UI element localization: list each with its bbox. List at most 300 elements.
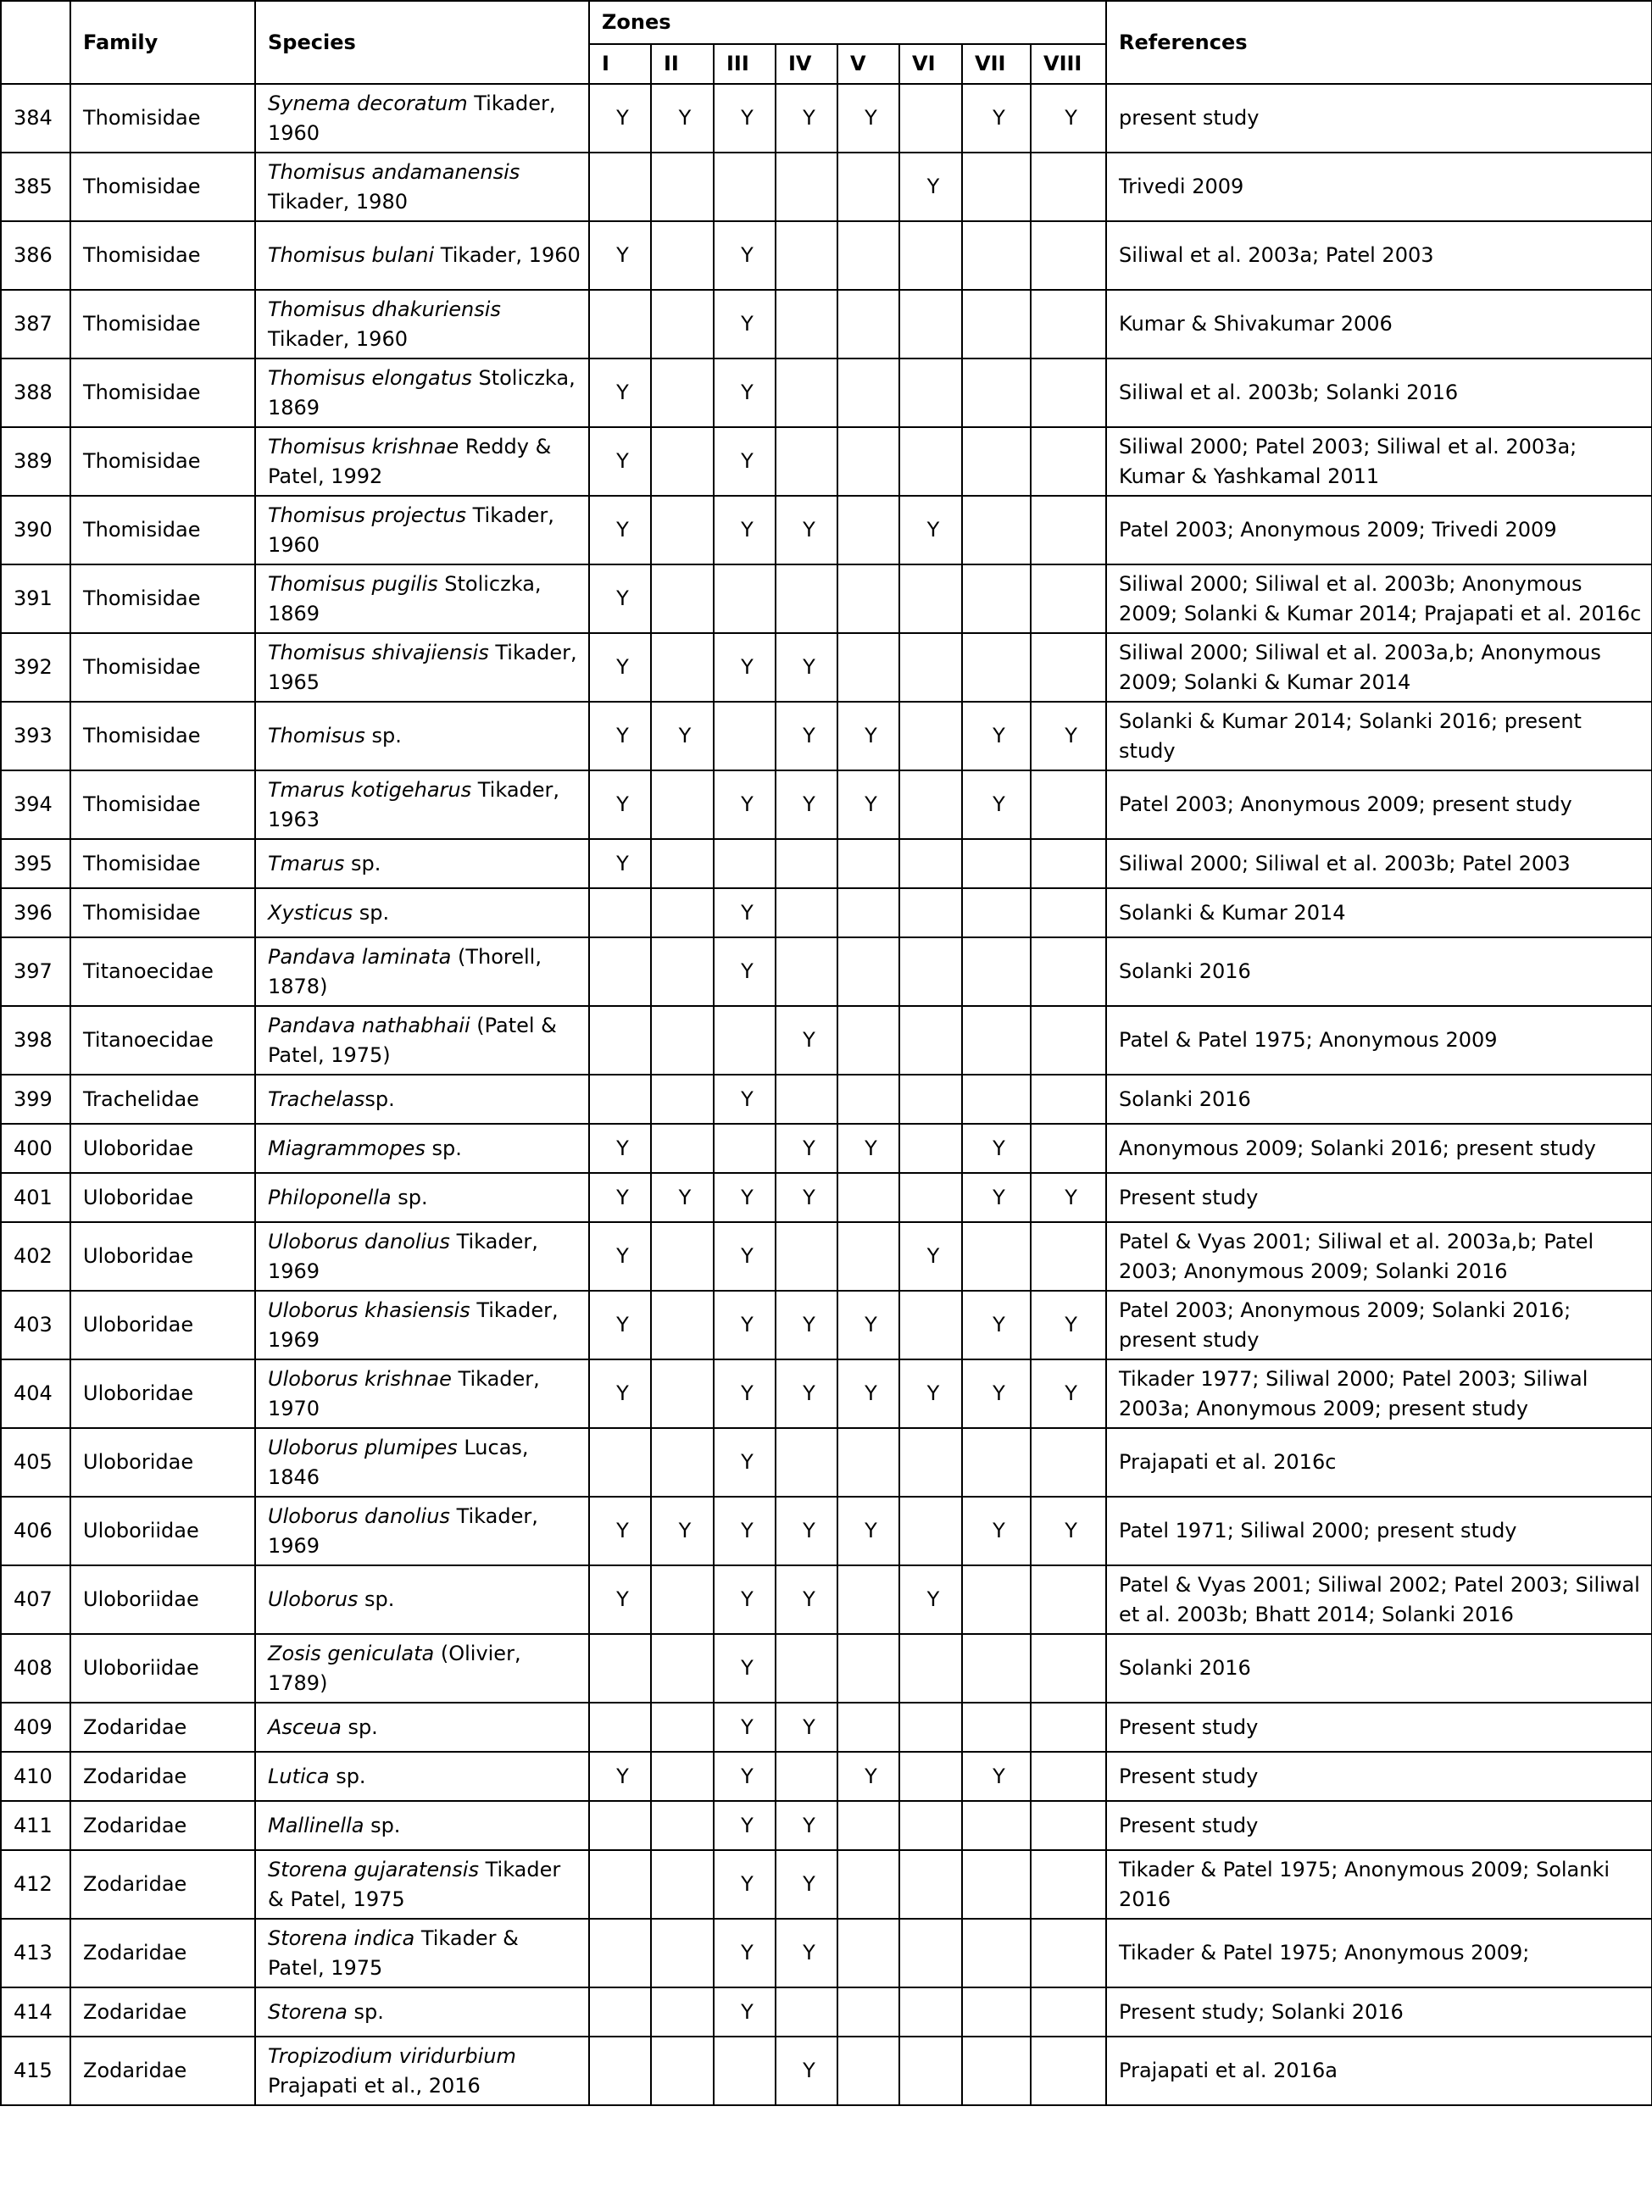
family-cell: Thomisidae — [70, 358, 255, 427]
species-name: Thomisus bulani — [268, 243, 435, 267]
zone-cell — [776, 888, 837, 937]
zone-cell — [1031, 290, 1106, 358]
species-name: Uloborus — [268, 1587, 359, 1611]
row-number: 397 — [1, 937, 70, 1006]
zone-cell: Y — [714, 937, 776, 1006]
zone-cell — [962, 221, 1031, 290]
species-cell — [255, 1359, 589, 1428]
zone-cell: Y — [1031, 1173, 1106, 1222]
zone-cell: Y — [776, 1565, 837, 1634]
zone-cell — [962, 358, 1031, 427]
zone-cell — [837, 221, 899, 290]
zone-cell: Y — [776, 1124, 837, 1173]
table-row — [1, 221, 1652, 290]
family-cell: Thomisidae — [70, 221, 255, 290]
table-row — [1, 1173, 1652, 1222]
family-cell: Thomisidae — [70, 839, 255, 888]
zone-cell — [837, 427, 899, 496]
zone-cell: Y — [651, 1173, 714, 1222]
species-name: Storena gujaratensis — [268, 1857, 479, 1881]
zone-cell — [589, 1801, 651, 1850]
zone-cell — [837, 564, 899, 633]
references-cell: Siliwal 2000; Patel 2003; Siliwal et al. 2003a; Kumar & Yashkamal 2011 — [1106, 427, 1652, 496]
zone-cell — [837, 633, 899, 702]
zone-cell: Y — [776, 770, 837, 839]
zone-cell — [899, 1291, 962, 1359]
species-cell — [255, 1703, 589, 1752]
zone-cell — [899, 633, 962, 702]
zone-cell — [589, 1006, 651, 1075]
zone-cell: Y — [714, 1850, 776, 1919]
zone-cell: Y — [589, 1565, 651, 1634]
zone-cell — [837, 1919, 899, 1987]
zone-cell: Y — [837, 1497, 899, 1565]
zone-cell — [899, 1497, 962, 1565]
zone-cell — [1031, 1801, 1106, 1850]
zone-cell: Y — [837, 1124, 899, 1173]
zone-cell: Y — [714, 496, 776, 564]
species-column-header: Species — [255, 1, 589, 84]
zone-cell: Y — [714, 1222, 776, 1291]
zone-cell — [962, 427, 1031, 496]
zone-cell — [899, 358, 962, 427]
species-authority: Tikader, 1980 — [268, 189, 408, 214]
references-cell: Siliwal 2000; Siliwal et al. 2003a,b; Anonymous 2009; Solanki & Kumar 2014 — [1106, 633, 1652, 702]
species-authority: sp. — [364, 724, 402, 748]
zone-cell — [651, 1919, 714, 1987]
zone-cell — [962, 1634, 1031, 1703]
zone-cell: Y — [962, 1291, 1031, 1359]
species-cell — [255, 1497, 589, 1565]
species-cell — [255, 888, 589, 937]
zone-cell: Y — [776, 1359, 837, 1428]
species-cell — [255, 1565, 589, 1634]
zone-cell — [899, 1703, 962, 1752]
zone-cell — [899, 1752, 962, 1801]
species-name: Uloborus danolius — [268, 1229, 450, 1253]
zone-cell: Y — [962, 1124, 1031, 1173]
zone-cell: Y — [589, 496, 651, 564]
species-name: Miagrammopes — [268, 1136, 426, 1160]
table-row — [1, 1124, 1652, 1173]
table-row — [1, 1497, 1652, 1565]
row-number: 389 — [1, 427, 70, 496]
zone-cell: Y — [1031, 84, 1106, 153]
table-row — [1, 1428, 1652, 1497]
row-number: 407 — [1, 1565, 70, 1634]
zone-cell: Y — [837, 1291, 899, 1359]
family-cell: Thomisidae — [70, 702, 255, 770]
zone-cell — [589, 937, 651, 1006]
zone-cell: Y — [776, 1801, 837, 1850]
zone-cell — [1031, 564, 1106, 633]
row-number: 387 — [1, 290, 70, 358]
zone-cell — [651, 1359, 714, 1428]
zone-cell — [837, 1850, 899, 1919]
zone-cell — [589, 2037, 651, 2105]
references-cell: Patel 2003; Anonymous 2009; Trivedi 2009 — [1106, 496, 1652, 564]
zone-header-iv: IV — [776, 44, 837, 84]
table-row — [1, 153, 1652, 221]
zone-cell — [589, 1703, 651, 1752]
zone-cell: Y — [714, 1752, 776, 1801]
zone-cell — [651, 2037, 714, 2105]
species-name: Thomisus projectus — [268, 503, 466, 527]
zone-cell — [899, 839, 962, 888]
references-cell: Present study — [1106, 1801, 1652, 1850]
zone-cell: Y — [714, 221, 776, 290]
zone-cell — [837, 937, 899, 1006]
species-authority: sp. — [425, 1136, 462, 1160]
zone-cell — [899, 1124, 962, 1173]
references-cell: Patel & Vyas 2001; Siliwal et al. 2003a,b; Patel 2003; Anonymous 2009; Solanki 2016 — [1106, 1222, 1652, 1291]
family-cell: Zodaridae — [70, 1801, 255, 1850]
zone-cell — [776, 427, 837, 496]
species-authority: sp. — [353, 900, 390, 925]
table-row — [1, 1752, 1652, 1801]
zone-cell: Y — [1031, 1291, 1106, 1359]
table-row — [1, 1987, 1652, 2037]
references-cell: Siliwal et al. 2003b; Solanki 2016 — [1106, 358, 1652, 427]
zone-cell: Y — [837, 1359, 899, 1428]
table-row — [1, 2037, 1652, 2105]
zone-header-viii: VIII — [1031, 44, 1106, 84]
zone-cell — [1031, 1752, 1106, 1801]
zone-cell: Y — [714, 1173, 776, 1222]
zone-cell: Y — [899, 496, 962, 564]
zone-cell — [776, 1222, 837, 1291]
row-number: 390 — [1, 496, 70, 564]
zone-header-vii: VII — [962, 44, 1031, 84]
zone-cell: Y — [714, 1801, 776, 1850]
zone-cell — [776, 564, 837, 633]
species-authority: Tikader, 1969 — [268, 1298, 559, 1352]
species-name: Uloborus danolius — [268, 1503, 450, 1528]
family-cell: Uloboridae — [70, 1222, 255, 1291]
family-cell: Trachelidae — [70, 1075, 255, 1124]
zone-cell — [651, 1222, 714, 1291]
zone-cell — [962, 633, 1031, 702]
zone-cell: Y — [651, 84, 714, 153]
zone-cell: Y — [589, 839, 651, 888]
species-cell — [255, 221, 589, 290]
species-authority: sp. — [358, 1587, 395, 1611]
references-cell: Solanki 2016 — [1106, 1634, 1652, 1703]
species-authority: Prajapati et al., 2016 — [268, 2073, 481, 2098]
table-row — [1, 1801, 1652, 1850]
references-cell: Solanki 2016 — [1106, 1075, 1652, 1124]
zone-cell — [714, 839, 776, 888]
references-cell: Patel 1971; Siliwal 2000; present study — [1106, 1497, 1652, 1565]
zone-cell — [1031, 633, 1106, 702]
zone-cell: Y — [1031, 1359, 1106, 1428]
zone-cell — [962, 1987, 1031, 2037]
zone-cell — [899, 1634, 962, 1703]
references-cell: Solanki & Kumar 2014 — [1106, 888, 1652, 937]
zone-cell: Y — [651, 1497, 714, 1565]
zone-cell — [899, 1987, 962, 2037]
zone-cell — [1031, 1703, 1106, 1752]
species-authority: sp. — [364, 1813, 401, 1837]
row-number: 410 — [1, 1752, 70, 1801]
zone-cell — [1031, 221, 1106, 290]
row-number: 412 — [1, 1850, 70, 1919]
table-row — [1, 1850, 1652, 1919]
family-cell: Thomisidae — [70, 153, 255, 221]
zone-cell — [589, 1428, 651, 1497]
zone-cell — [899, 937, 962, 1006]
table-row — [1, 839, 1652, 888]
row-number: 409 — [1, 1703, 70, 1752]
zone-cell — [589, 1634, 651, 1703]
species-cell — [255, 2037, 589, 2105]
zone-cell — [776, 1428, 837, 1497]
row-number: 395 — [1, 839, 70, 888]
species-name: Uloborus khasiensis — [268, 1298, 470, 1322]
species-name: Pandava nathabhaii — [268, 1013, 470, 1037]
table-row — [1, 358, 1652, 427]
row-number: 414 — [1, 1987, 70, 2037]
zone-cell: Y — [776, 1919, 837, 1987]
zone-cell: Y — [837, 84, 899, 153]
family-cell: Uloboridae — [70, 1359, 255, 1428]
table-row — [1, 290, 1652, 358]
row-number: 401 — [1, 1173, 70, 1222]
table-body — [1, 84, 1652, 2105]
zone-cell: Y — [589, 427, 651, 496]
zone-cell: Y — [714, 1703, 776, 1752]
zone-cell — [837, 1428, 899, 1497]
species-cell — [255, 1075, 589, 1124]
species-name: Tmarus kotigeharus — [268, 777, 472, 802]
family-cell: Thomisidae — [70, 84, 255, 153]
references-cell: Present study — [1106, 1752, 1652, 1801]
family-cell: Zodaridae — [70, 1703, 255, 1752]
zone-cell: Y — [589, 1291, 651, 1359]
zone-cell — [651, 221, 714, 290]
family-cell: Uloboriidae — [70, 1565, 255, 1634]
species-name: Thomisus elongatus — [268, 365, 472, 390]
species-authority: Stoliczka, 1869 — [268, 571, 542, 625]
species-cell — [255, 1987, 589, 2037]
zone-cell — [899, 1006, 962, 1075]
zone-cell — [651, 1634, 714, 1703]
zone-cell — [962, 1801, 1031, 1850]
species-cell — [255, 290, 589, 358]
zone-cell — [714, 1006, 776, 1075]
zone-cell — [962, 290, 1031, 358]
row-number: 415 — [1, 2037, 70, 2105]
species-cell — [255, 1801, 589, 1850]
table-row — [1, 1919, 1652, 1987]
family-cell: Thomisidae — [70, 427, 255, 496]
zone-cell: Y — [776, 1006, 837, 1075]
family-cell: Thomisidae — [70, 633, 255, 702]
species-name: Thomisus pugilis — [268, 571, 438, 596]
zone-cell: Y — [776, 1173, 837, 1222]
family-cell: Thomisidae — [70, 888, 255, 937]
zone-cell — [837, 1006, 899, 1075]
zone-cell — [776, 1987, 837, 2037]
zone-cell: Y — [714, 770, 776, 839]
zone-cell: Y — [589, 84, 651, 153]
zone-cell — [1031, 1222, 1106, 1291]
zone-cell — [651, 1291, 714, 1359]
species-cell — [255, 1006, 589, 1075]
row-number: 404 — [1, 1359, 70, 1428]
zone-cell: Y — [962, 770, 1031, 839]
species-name: Storena indica — [268, 1926, 415, 1950]
zone-cell — [837, 1222, 899, 1291]
references-column-header: References — [1106, 1, 1652, 84]
species-authority: Tikader, 1965 — [268, 640, 577, 694]
family-cell: Thomisidae — [70, 770, 255, 839]
zone-cell — [651, 1703, 714, 1752]
species-name: Synema decoratum — [268, 91, 468, 115]
row-number: 405 — [1, 1428, 70, 1497]
zone-cell — [837, 290, 899, 358]
table-row — [1, 84, 1652, 153]
species-authority: (Olivier, 1789) — [268, 1641, 521, 1695]
zone-cell — [1031, 1634, 1106, 1703]
zone-cell — [1031, 358, 1106, 427]
row-number: 413 — [1, 1919, 70, 1987]
zone-cell — [837, 1703, 899, 1752]
species-name: Mallinella — [268, 1813, 364, 1837]
references-cell: Present study; Solanki 2016 — [1106, 1987, 1652, 2037]
species-name: Thomisus krishnae — [268, 434, 459, 459]
row-number: 400 — [1, 1124, 70, 1173]
zone-header-vi: VI — [899, 44, 962, 84]
references-cell: Solanki 2016 — [1106, 937, 1652, 1006]
zone-cell — [899, 1919, 962, 1987]
zone-cell — [1031, 1428, 1106, 1497]
zone-cell — [962, 1565, 1031, 1634]
species-authority: sp. — [364, 1087, 395, 1111]
zone-cell — [962, 1222, 1031, 1291]
zone-cell — [837, 1173, 899, 1222]
row-number: 385 — [1, 153, 70, 221]
zone-cell: Y — [714, 1634, 776, 1703]
species-name: Tropizodium viridurbium — [268, 2043, 516, 2068]
zone-cell: Y — [899, 1222, 962, 1291]
species-cell — [255, 770, 589, 839]
zone-cell — [837, 1075, 899, 1124]
zone-cell — [962, 888, 1031, 937]
zone-cell — [1031, 937, 1106, 1006]
zone-cell — [1031, 496, 1106, 564]
zone-cell — [651, 1075, 714, 1124]
references-cell: Patel & Vyas 2001; Siliwal 2002; Patel 2003; Siliwal et al. 2003b; Bhatt 2014; Solanki 2016 — [1106, 1565, 1652, 1634]
species-name: Uloborus krishnae — [268, 1366, 452, 1391]
table-row — [1, 1634, 1652, 1703]
zone-cell: Y — [837, 1752, 899, 1801]
zone-cell — [776, 221, 837, 290]
species-cell — [255, 1124, 589, 1173]
zone-cell — [962, 839, 1031, 888]
zone-cell: Y — [589, 1222, 651, 1291]
family-cell: Titanoecidae — [70, 937, 255, 1006]
zone-cell — [589, 1919, 651, 1987]
zone-cell: Y — [714, 1428, 776, 1497]
species-cell — [255, 1222, 589, 1291]
zone-cell — [651, 496, 714, 564]
zone-cell — [962, 1428, 1031, 1497]
row-number: 391 — [1, 564, 70, 633]
species-name: Thomisus dhakuriensis — [268, 297, 501, 321]
species-cell — [255, 1428, 589, 1497]
species-cell — [255, 153, 589, 221]
zone-cell: Y — [962, 1173, 1031, 1222]
species-cell — [255, 427, 589, 496]
zone-cell — [651, 153, 714, 221]
zone-cell: Y — [589, 1752, 651, 1801]
zone-cell — [899, 1801, 962, 1850]
zone-cell — [837, 153, 899, 221]
species-authority: sp. — [391, 1185, 428, 1209]
species-authority: Tikader, 1960 — [268, 503, 554, 557]
zone-cell — [962, 937, 1031, 1006]
species-authority: Tikader & Patel, 1975 — [268, 1926, 519, 1980]
references-cell: Tikader & Patel 1975; Anonymous 2009; Solanki 2016 — [1106, 1850, 1652, 1919]
zone-cell — [651, 1987, 714, 2037]
zone-cell: Y — [776, 1497, 837, 1565]
zone-cell — [837, 496, 899, 564]
family-cell: Thomisidae — [70, 290, 255, 358]
zone-cell — [651, 770, 714, 839]
family-cell: Uloboriidae — [70, 1634, 255, 1703]
species-cell — [255, 358, 589, 427]
zone-cell: Y — [589, 564, 651, 633]
species-cell — [255, 839, 589, 888]
family-cell: Zodaridae — [70, 1987, 255, 2037]
family-cell: Thomisidae — [70, 496, 255, 564]
zone-cell — [714, 2037, 776, 2105]
species-name: Tmarus — [268, 851, 345, 875]
zone-cell: Y — [776, 1291, 837, 1359]
zone-cell — [589, 888, 651, 937]
species-name: Pandava laminata — [268, 944, 452, 969]
species-cell — [255, 702, 589, 770]
species-authority: sp. — [341, 1715, 378, 1739]
table-row — [1, 1359, 1652, 1428]
zones-column-header: Zones — [589, 1, 1106, 44]
zone-cell — [651, 290, 714, 358]
zone-cell: Y — [776, 496, 837, 564]
species-name: Zosis geniculata — [268, 1641, 435, 1665]
zone-cell — [589, 290, 651, 358]
family-cell: Uloboriidae — [70, 1497, 255, 1565]
zone-cell: Y — [1031, 1497, 1106, 1565]
species-authority: Tikader, 1960 — [434, 243, 581, 267]
zone-cell — [1031, 1850, 1106, 1919]
zone-cell — [962, 2037, 1031, 2105]
references-cell: Prajapati et al. 2016a — [1106, 2037, 1652, 2105]
species-authority: Stoliczka, 1869 — [268, 365, 576, 420]
species-authority: Tikader, 1960 — [268, 326, 408, 351]
family-cell: Thomisidae — [70, 564, 255, 633]
zone-cell: Y — [962, 702, 1031, 770]
species-authority: (Thorell, 1878) — [268, 944, 542, 998]
species-authority: Lucas, 1846 — [268, 1435, 529, 1489]
zone-cell: Y — [589, 358, 651, 427]
table-row — [1, 888, 1652, 937]
species-authority: Reddy & Patel, 1992 — [268, 434, 552, 488]
zone-cell: Y — [589, 221, 651, 290]
species-authority: Tikader, 1960 — [268, 91, 556, 145]
species-cell — [255, 1752, 589, 1801]
table-row — [1, 702, 1652, 770]
